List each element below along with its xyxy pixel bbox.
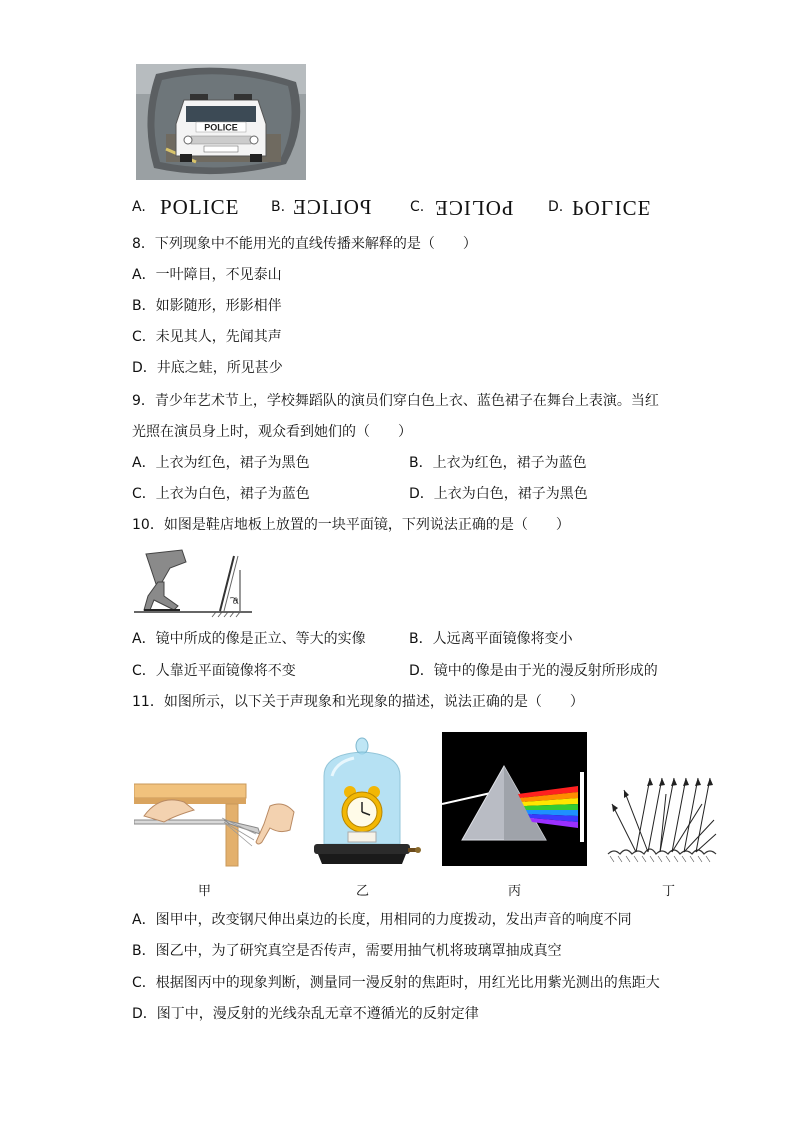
caption-ding: 丁: [662, 884, 676, 899]
q9-option-d: D．上衣为白色，裙子为黑色: [409, 486, 588, 502]
side-mirror-figure: [136, 64, 306, 180]
q8-option-d: D．井底之蛙，所见甚少: [132, 360, 283, 376]
q9-option-a: A．上衣为红色，裙子为黑色: [132, 455, 310, 471]
q9-option-b: B．上衣为红色，裙子为蓝色: [409, 455, 587, 471]
figure-bing: [442, 732, 587, 866]
q7-option-d-label: D.: [548, 199, 564, 215]
side-mirror-image: [136, 64, 306, 180]
q9-stem-line1: 9．青少年艺术节上，学校舞蹈队的演员们穿白色上衣、蓝色裙子在舞台上表演。当红: [132, 393, 659, 409]
figure-yi: [310, 736, 422, 870]
q10-option-a: A．镜中所成的像是正立、等大的实像: [132, 631, 366, 647]
van-text: POLICE: [204, 122, 238, 133]
q7-options: [132, 196, 692, 220]
caption-yi: 乙: [356, 884, 370, 899]
ruler-table-image: [134, 776, 298, 868]
q11-option-d: D．图丁中，漫反射的光线杂乱无章不遵循光的反射定律: [132, 1006, 479, 1022]
q7-option-c-label: C.: [410, 199, 425, 215]
q8-option-c: C．未见其人，先闻其声: [132, 329, 282, 345]
shoe-mirror-image: [134, 548, 254, 618]
q11-option-b: B．图乙中，为了研究真空是否传声，需要用抽气机将玻璃罩抽成真空: [132, 943, 562, 959]
q9-option-c: C．上衣为白色，裙子为蓝色: [132, 486, 310, 502]
q10-stem: 10．如图是鞋店地板上放置的一块平面镜，下列说法正确的是（ ）: [132, 517, 570, 533]
q7-option-d-text: POLICE: [572, 196, 652, 220]
caption-bing: 丙: [508, 884, 522, 899]
q7-option-c-text: POLICE: [434, 196, 514, 220]
q7-option-b-label: B.: [271, 199, 286, 215]
q10-option-c: C．人靠近平面镜像将不变: [132, 663, 296, 679]
q11-stem: 11．如图所示，以下关于声现象和光现象的描述，说法正确的是（ ）: [132, 694, 584, 710]
q8-option-b: B．如影随形，形影相伴: [132, 298, 282, 314]
q8-option-a: A．一叶障目，不见泰山: [132, 267, 282, 283]
caption-jia: 甲: [198, 884, 212, 899]
figure-jia: [134, 776, 298, 868]
diffuse-reflection-image: [606, 774, 718, 864]
q10-option-b: B．人远离平面镜像将变小: [409, 631, 573, 647]
q9-stem-line2: 光照在演员身上时，观众看到她们的（ ）: [132, 424, 412, 440]
shoe-mirror-figure: [134, 548, 254, 618]
figure-ding: [606, 774, 718, 864]
q7-option-a-text: POLICE: [160, 195, 240, 219]
q10-option-d: D．镜中的像是由于光的漫反射所形成的: [409, 663, 658, 679]
q11-option-c: C．根据图丙中的现象判断，测量同一漫反射的焦距时，用红光比用紫光测出的焦距大: [132, 975, 660, 991]
angle-theta-label: θ: [233, 597, 238, 606]
q11-option-a: A．图甲中，改变钢尺伸出桌边的长度，用相同的力度拨动，发出声音的响度不同: [132, 912, 632, 928]
q7-option-b-text: POLICE: [292, 195, 372, 219]
bell-jar-image: [310, 736, 422, 870]
q7-option-a-label: A.: [132, 199, 146, 215]
prism-dispersion-image: [442, 732, 587, 866]
q8-stem: 8．下列现象中不能用光的直线传播来解释的是（ ）: [132, 236, 477, 252]
